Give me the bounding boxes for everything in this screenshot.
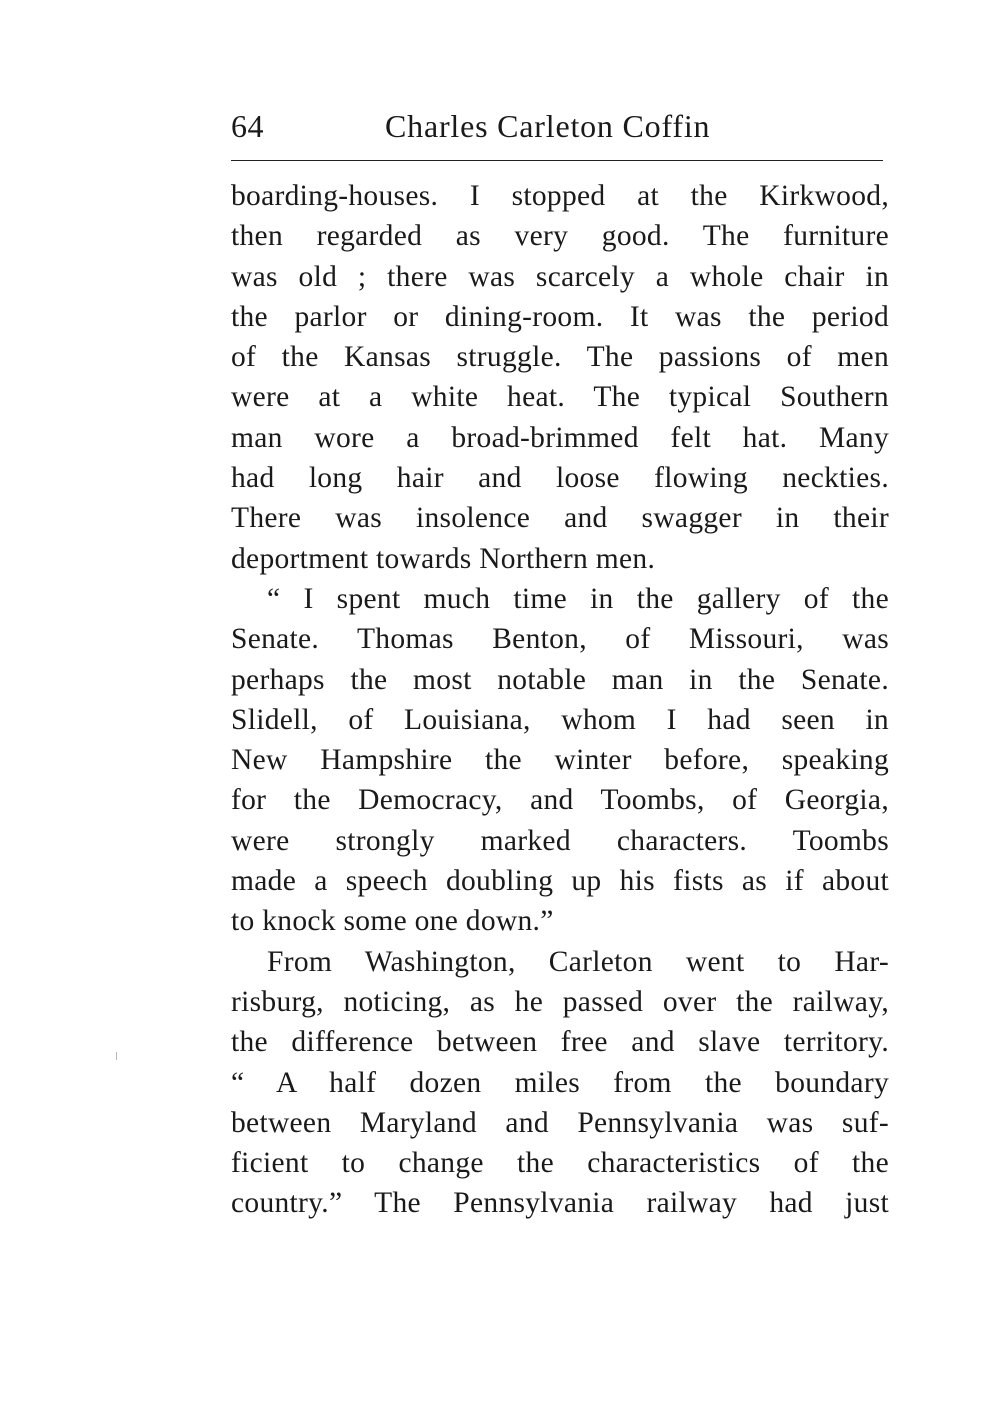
text-line: From Washington, Carleton went to Har- [267, 945, 889, 978]
text-line: the parlor or dining-room. It was the period [231, 300, 889, 333]
text-line: were strongly marked characters. Toombs [231, 824, 889, 857]
text-line: There was insolence and swagger in their [231, 502, 889, 535]
text-line: to knock some one down.” [231, 905, 554, 938]
text-line: Senate. Thomas Benton, of Missouri, was [231, 623, 889, 656]
text-line: was old ; there was scarcely a whole chair in [231, 260, 889, 293]
page-number: 64 [231, 108, 264, 144]
text-line: “ I spent much time in the gallery of the [267, 582, 889, 615]
scan-mark [116, 1052, 117, 1060]
text-line: man wore a broad-brimmed felt hat. Many [231, 421, 889, 454]
running-head: Charles Carleton Coffin [385, 108, 711, 144]
text-line: the difference between free and slave territory. [231, 1026, 889, 1059]
text-line: had long hair and loose flowing neckties. [231, 462, 889, 495]
text-line: Slidell, of Louisiana, whom I had seen in [231, 703, 889, 736]
text-line: made a speech doubling up his fists as if about [231, 865, 889, 898]
text-line: were at a white heat. The typical Southern [231, 381, 889, 414]
text-line: boarding-houses. I stopped at the Kirkwood, [231, 180, 889, 212]
page-header [231, 108, 883, 152]
text-line: of the Kansas struggle. The passions of men [231, 341, 889, 374]
text-line: perhaps the most notable man in the Senate. [231, 663, 889, 696]
text-line: risburg, noticing, as he passed over the railway, [231, 985, 889, 1018]
text-line: deportment towards Northern men. [231, 542, 656, 575]
text-line: New Hampshire the winter before, speaking [231, 744, 889, 777]
text-line: country.” The Pennsylvania railway had just [231, 1187, 889, 1220]
text-line: ficient to change the characteristics of the [231, 1147, 889, 1180]
text-line: “ A half dozen miles from the boundary [231, 1066, 889, 1099]
text-line: between Maryland and Pennsylvania was suf- [231, 1106, 889, 1139]
text-line: then regarded as very good. The furniture [231, 220, 889, 253]
text-line: for the Democracy, and Toombs, of Georgia, [231, 784, 889, 817]
body-text [231, 176, 889, 1224]
header-rule [231, 160, 883, 161]
